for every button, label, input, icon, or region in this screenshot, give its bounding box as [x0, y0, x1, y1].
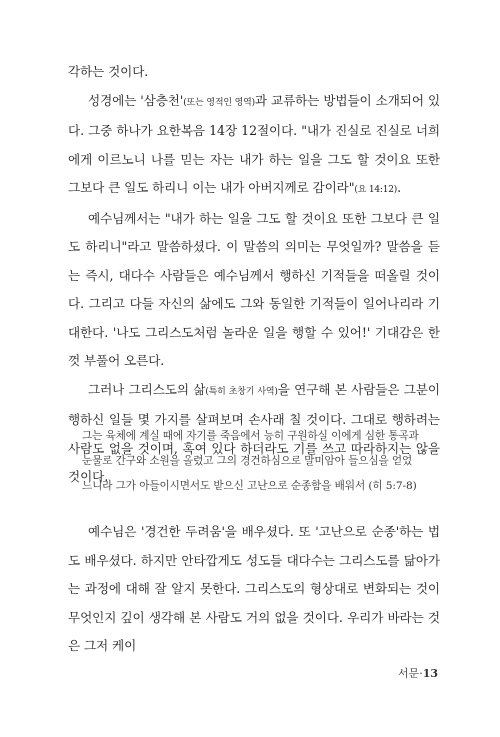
paragraph-text: 성경에는 '삼층천': [88, 92, 184, 108]
paragraph-text: .: [397, 180, 402, 195]
paragraph-text: 예수님은 '경건한 두려움'을 배우셨다. 또 '고난으로 순종'하는 법도 배우셨다. 하지만 안타깝게도 성도들 대다수는 그리스도를 닮아가는 과정에 대해 잘 알지 못한다. 그리스도의 형상대로 변화되는 것이 무엇인지 깊이 생각해 본 사람도 거의 없을 것이다. 우리가 바라는 것은 그저 케이: [68, 524, 440, 653]
page-footer: [398, 665, 438, 681]
bottom-text: [68, 518, 440, 661]
quote-line: 느니라 그가 아들이시면서도 받으신 고난으로 순종함을 배워서 (히 5:7-8): [82, 480, 417, 492]
paragraph-text: 예수님께서는 "내가 하는 일을 그도 할 것이요 또한 그보다 큰 일도 하리니"라고 말씀하셨다. 이 말씀의 의미는 무엇일까? 말씀을 듣는 즉시, 대다수 사람들은 예수님께서 행하신 기적들을 떠올릴 것이다. 그리고 다들 자신의 삶에도 그와 동일한 기적들이 일어나리라 기대한다. '나도 그리스도처럼 놀라운 일을 행할 수 있어!' 기대감은 한껏 부풀어 오른다.: [68, 210, 440, 368]
paragraph: [68, 205, 440, 376]
paragraph-text: 과 교류하는 방법들이 소개되어 있다. 그중 하나가 요한복음 14장 12절이다. "내가 진실로 진실로 너희에게 이르노니 나를 믿는 자는 내가 하는 일을 그도 할 것이요 또한 그보다 큰 일도 하리니 이는 내가 아버지께로 감이라": [68, 92, 441, 195]
small-annotation: (또는 영적인 영역): [183, 97, 255, 108]
paragraph: [68, 518, 440, 661]
footer-separator: ·: [419, 667, 423, 680]
paragraph-text: 그러나 그리스도의 삶: [88, 381, 206, 397]
section-name: 서문: [397, 667, 420, 680]
quote-line: 그는 육체에 계실 때에 자기를 죽음에서 능히 구원하실 이에게 심한 통곡과: [82, 430, 419, 442]
scripture-reference: (요 14:12): [354, 185, 398, 195]
scripture-quote: [82, 424, 432, 499]
paragraph-continuation: [68, 58, 440, 87]
paragraph-text: 을 연구해 본 사람들은 그분이 행하신 일들 몇 가지를 살펴보며 손사래 칠 것이다. 그대로 행하려는 사람도 없을 것이며, 혹여 있다 하더라도 기를 쓰고 따라하지는 않을 것이다.: [68, 381, 440, 484]
small-annotation: (특히 초창기 사역): [205, 386, 278, 397]
paragraph: [68, 87, 440, 205]
quote-line: 눈물로 간구와 소원을 올렸고 그의 경건하심으로 말미암아 들으심을 얻었: [82, 455, 413, 467]
page-number: 13: [422, 667, 438, 680]
paragraph-text: 각하는 것이다.: [68, 64, 149, 79]
